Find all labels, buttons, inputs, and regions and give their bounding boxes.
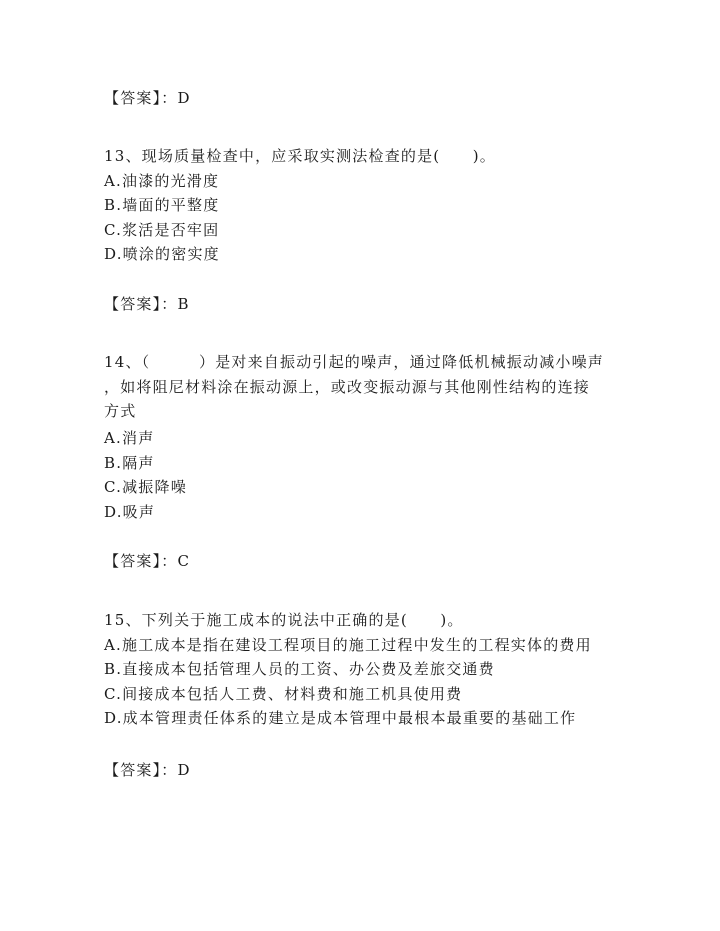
question-15-option-c: C.间接成本包括人工费、材料费和施工机具使用费 xyxy=(104,685,463,703)
question-13-option-d: D.喷涂的密实度 xyxy=(104,245,220,263)
question-14-option-d: D.吸声 xyxy=(104,503,156,521)
question-13-option-a: A.油漆的光滑度 xyxy=(104,172,220,190)
question-13-stem: 13、现场质量检查中，应采取实测法检查的是( )。 xyxy=(104,147,496,165)
question-15-option-b: B.直接成本包括管理人员的工资、办公费及差旅交通费 xyxy=(104,660,495,678)
question-14-stem-line-2: ，如将阻尼材料涂在振动源上，或改变振动源与其他刚性结构的连接 xyxy=(104,378,591,396)
question-15-stem: 15、下列关于施工成本的说法中正确的是( )。 xyxy=(104,611,464,629)
answer-q12: 【答案】：D xyxy=(104,89,191,107)
question-14-stem-line-1: 14、（ ）是对来自振动引起的噪声，通过降低机械振动减小噪声 xyxy=(104,353,604,371)
answer-q13: 【答案】：B xyxy=(104,295,190,313)
question-13-option-c: C.浆活是否牢固 xyxy=(104,221,220,239)
question-15-option-d: D.成本管理责任体系的建立是成本管理中最根本最重要的基础工作 xyxy=(104,709,577,727)
question-14-option-c: C.减振降噪 xyxy=(104,478,187,496)
question-15-option-a: A.施工成本是指在建设工程项目的施工过程中发生的工程实体的费用 xyxy=(104,636,592,654)
question-14-stem-line-3: 方式 xyxy=(104,402,137,420)
question-13-option-b: B.墙面的平整度 xyxy=(104,196,220,214)
answer-q15: 【答案】：D xyxy=(104,761,191,779)
question-14-option-a: A.消声 xyxy=(104,429,155,447)
question-14-option-b: B.隔声 xyxy=(104,454,155,472)
answer-q14: 【答案】：C xyxy=(104,552,191,570)
